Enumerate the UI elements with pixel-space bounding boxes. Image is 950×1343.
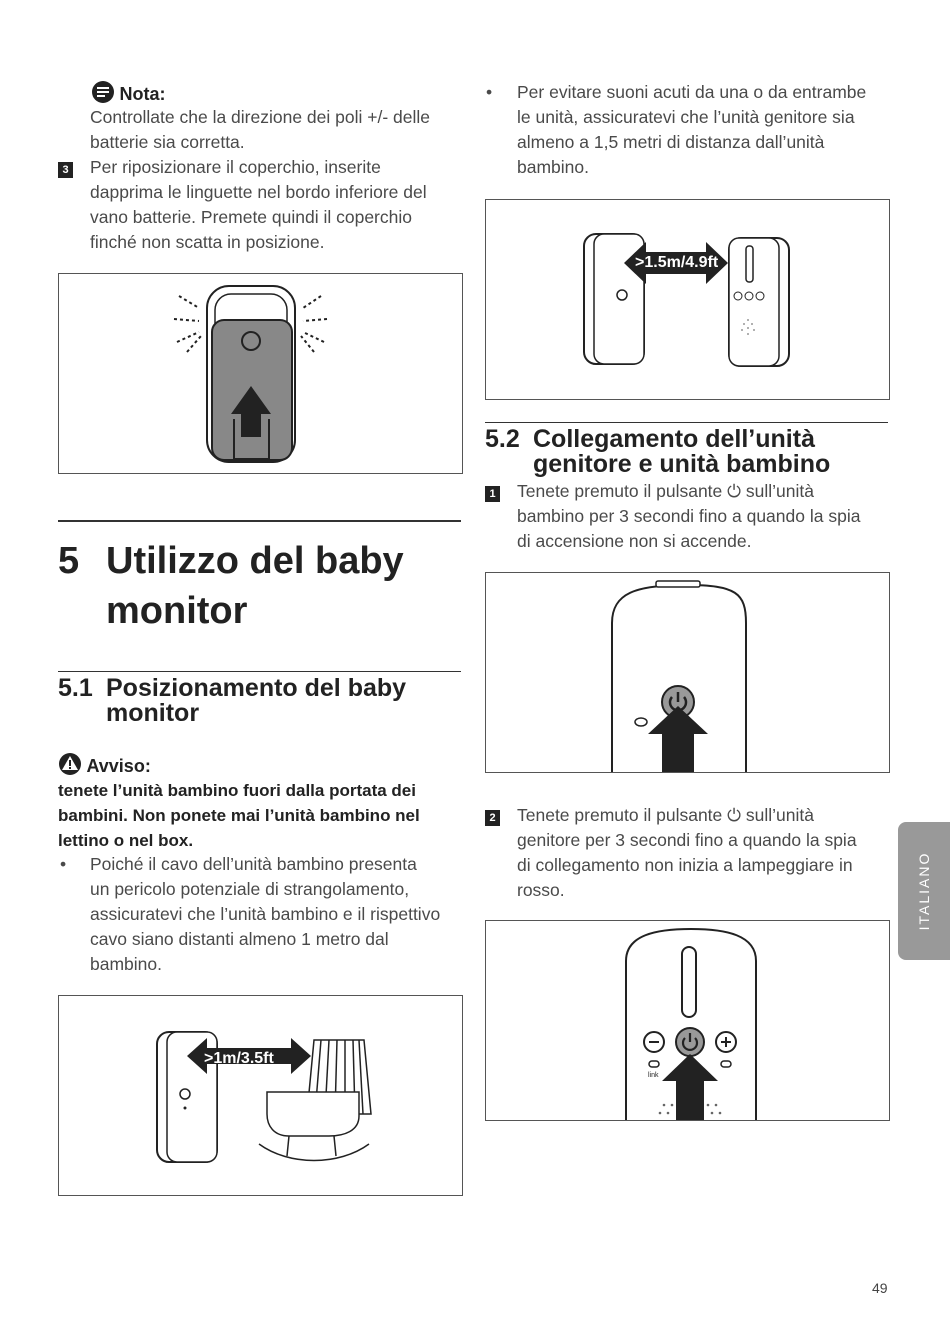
figure-baby-unit-power [485,572,890,773]
text-line: Controllate che la direzione dei poli +/- delle [90,107,430,127]
language-tab-label: ITALIANO [916,851,932,931]
step-3-badge [58,160,73,178]
step-1-text [517,479,897,554]
figure-unit-distance [485,199,890,400]
section-5-2-title [533,427,893,477]
section-5-2-number: 5.2 [485,425,520,453]
text-line: Tenete premuto il pulsante ⏻ sull’unità [517,481,814,501]
step-3-text [90,155,470,255]
text-line: cavo siano distanti almeno 1 metro dal [90,929,389,949]
text-line: genitore per 3 secondi fino a quando la spia [517,830,857,850]
step-number: 1 [485,486,500,502]
text-line: finché non scatta in posizione. [90,232,325,252]
text-line: Per evitare suoni acuti da una o da entrambe [517,82,867,102]
text-line: batterie sia corretta. [90,132,245,152]
text-line: Poiché il cavo dell’unità bambino presenta [90,854,417,874]
section-5-1-number: 5.1 [58,674,93,702]
section-rule [58,671,461,672]
step-number: 2 [485,810,500,826]
section-title-line: Collegamento dell’unità [533,425,815,453]
text-line: rosso. [517,880,565,900]
text-line: lettino o nel box. [58,831,194,850]
text-line: di accensione non si accende. [517,531,752,551]
battery-cover-illustration [59,274,462,473]
warning-text [58,778,468,853]
link-label: link [648,1072,659,1079]
warning-heading [58,752,151,781]
section-title-line: monitor [106,699,200,727]
section-rule [485,422,888,423]
note-title: Nota: [119,84,166,104]
bullet-dot: • [486,82,493,102]
distance-label-1m: >1m/3.5ft [204,1050,274,1067]
section-title-line: Posizionamento del baby [106,674,407,702]
step-2-badge [485,808,500,826]
text-line: Per riposizionare il coperchio, inserite [90,157,381,177]
text-line: le unità, assicuratevi che l’unità genitore sia [517,107,855,127]
chapter-title-line: Utilizzo del baby [106,540,404,582]
parent-unit-power-illustration [486,921,889,1120]
step-number: 3 [58,162,73,178]
text-line: bambino per 3 secondi fino a quando la spia [517,506,861,526]
warning-icon [58,752,82,781]
text-line: Tenete premuto il pulsante ⏻ sull’unità [517,805,814,825]
figure-parent-unit-power [485,920,890,1121]
bullet-strangulation [90,852,470,977]
text-line: almeno a 1,5 metri di distanza dall’unità [517,132,825,152]
text-line: assicuratevi che l’unità bambino e il rispettivo [90,904,441,924]
figure-crib-distance [58,995,463,1196]
page-number: 49 [872,1280,888,1296]
section-5-1-title [106,676,466,726]
text-line: bambini. Non ponete mai l’unità bambino nel [58,806,420,825]
text-line: bambino. [90,954,162,974]
chapter-number: 5 [58,540,80,582]
note-text [90,105,470,155]
warning-title: Avviso: [86,756,151,776]
text-line: tenete l’unità bambino fuori dalla portata dei [58,781,416,800]
bullet-acoustic [517,80,897,180]
chapter-title-line: monitor [106,590,248,632]
text-line: di collegamento non inizia a lampeggiare in [517,855,853,875]
text-line: dapprima le linguette nel bordo inferiore del [90,182,427,202]
text-line: vano batterie. Premete quindi il coperchio [90,207,412,227]
crib-distance-illustration [59,996,462,1195]
unit-distance-illustration [486,200,889,399]
bullet-dot: • [60,854,67,874]
step-2-text [517,803,897,903]
distance-label-1-5m: >1.5m/4.9ft [635,254,719,271]
chapter-rule [58,520,461,522]
step-1-badge [485,484,500,502]
baby-unit-power-illustration [486,573,889,772]
text-line: bambino. [517,157,589,177]
text-line: un pericolo potenziale di strangolamento, [90,879,410,899]
language-side-tab [898,822,950,960]
figure-battery-cover [58,273,463,474]
chapter-title [106,536,466,636]
section-title-line: genitore e unità bambino [533,450,831,478]
